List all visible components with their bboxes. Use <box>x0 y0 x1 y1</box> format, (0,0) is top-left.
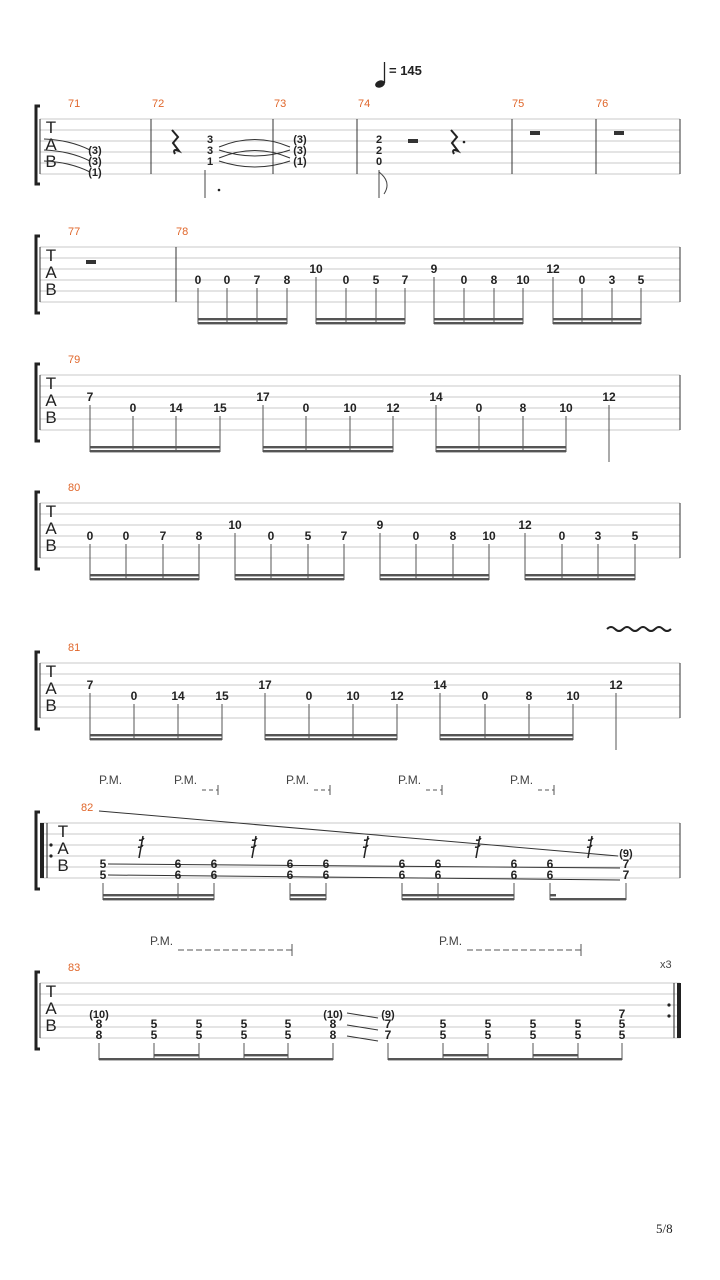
fret-number: (10) <box>323 1009 343 1021</box>
fret-number: 7 <box>618 1007 626 1021</box>
staff-system-7 <box>36 934 681 1060</box>
fret-number: 3 <box>206 145 214 157</box>
measure-number: 83 <box>68 962 81 974</box>
fret-number: 0 <box>267 529 275 543</box>
fret-number: 17 <box>256 390 270 404</box>
fret-number: 2 <box>375 134 383 146</box>
half-rest-icon <box>408 139 418 143</box>
fret-number: 14 <box>433 678 447 692</box>
fret-number: 0 <box>460 273 468 287</box>
palm-mute-label: P.M. <box>150 934 174 948</box>
fret-number: 10 <box>566 689 580 703</box>
measure-number: 76 <box>596 98 609 110</box>
page-number: 5/8 <box>656 1221 673 1236</box>
note-beam <box>90 446 220 448</box>
fret-number: 3 <box>206 134 214 146</box>
fret-number: 3 <box>594 529 602 543</box>
tab-clef-b: B <box>45 408 57 427</box>
fret-number: 8 <box>95 1028 103 1042</box>
fret-number: (1) <box>88 167 102 179</box>
tab-clef-b: B <box>45 696 57 715</box>
tab-clef-a: A <box>57 839 69 858</box>
fret-number: 5 <box>240 1028 248 1042</box>
fret-number: 6 <box>286 857 294 871</box>
fret-number: 6 <box>322 868 330 882</box>
fret-number: 0 <box>481 689 489 703</box>
note-beam <box>90 578 199 580</box>
note-beam <box>440 738 573 740</box>
fret-number: 5 <box>484 1017 492 1031</box>
staff-system-2 <box>36 226 680 324</box>
note-beam <box>103 894 214 896</box>
tab-clef-t: T <box>45 374 57 393</box>
note-beam <box>443 1054 488 1056</box>
measure-number: 82 <box>81 802 94 814</box>
fret-number: 7 <box>622 868 630 882</box>
palm-mute-label: P.M. <box>510 773 534 787</box>
fret-number: 7 <box>86 678 94 692</box>
fret-number: 12 <box>390 689 404 703</box>
measure-number: 80 <box>68 482 81 494</box>
measure-number: 79 <box>68 354 81 366</box>
note-beam <box>263 450 393 452</box>
fret-number: 7 <box>340 529 348 543</box>
tempo-value: = 145 <box>389 63 422 78</box>
fret-number: 5 <box>574 1028 582 1042</box>
fret-number: 6 <box>546 857 554 871</box>
fret-number: 5 <box>631 529 639 543</box>
fret-number: 12 <box>546 262 560 276</box>
tab-clef-t: T <box>45 982 57 1001</box>
tab-clef-a: A <box>45 135 57 154</box>
staff-system-5 <box>36 642 680 750</box>
fret-number: 0 <box>302 401 310 415</box>
note-beam <box>388 1058 622 1060</box>
fret-number: 5 <box>304 529 312 543</box>
note-beam <box>265 738 397 740</box>
fret-number: 3 <box>608 273 616 287</box>
fret-number: 17 <box>258 678 272 692</box>
fret-number: 0 <box>305 689 313 703</box>
note-beam <box>440 734 573 736</box>
fret-number: 5 <box>284 1028 292 1042</box>
fret-number: 6 <box>398 868 406 882</box>
note-beam <box>99 1058 333 1060</box>
fret-number: 7 <box>159 529 167 543</box>
fret-number: 5 <box>99 868 107 882</box>
palm-mute-label: P.M. <box>398 773 422 787</box>
fret-number: 10 <box>346 689 360 703</box>
fret-number: 7 <box>384 1028 392 1042</box>
fret-number: 0 <box>578 273 586 287</box>
fret-number: 0 <box>122 529 130 543</box>
fret-number: 7 <box>253 273 261 287</box>
measure-number: 73 <box>274 98 287 110</box>
fret-number: 0 <box>342 273 350 287</box>
fret-number: 8 <box>449 529 457 543</box>
fret-number: 6 <box>210 857 218 871</box>
palm-mute-label: P.M. <box>99 773 123 787</box>
fret-number: 8 <box>283 273 291 287</box>
fret-number: 7 <box>86 390 94 404</box>
note-beam <box>290 894 326 896</box>
fret-number: 5 <box>284 1017 292 1031</box>
fret-number: 5 <box>574 1017 582 1031</box>
half-rest-icon <box>530 131 540 135</box>
fret-number: (1) <box>293 156 307 168</box>
note-beam <box>154 1054 199 1056</box>
fret-number: 7 <box>622 857 630 871</box>
fret-number: 5 <box>240 1017 248 1031</box>
note-beam <box>525 574 635 576</box>
sixteenth-rest-icon <box>363 836 369 858</box>
fret-number: 5 <box>484 1028 492 1042</box>
fret-number: 10 <box>482 529 496 543</box>
fret-number: 6 <box>546 868 554 882</box>
tab-clef-a: A <box>45 999 57 1018</box>
fret-number: 8 <box>195 529 203 543</box>
fret-number: 6 <box>434 857 442 871</box>
note-beam <box>550 898 626 900</box>
tab-clef-b: B <box>45 536 57 555</box>
tab-clef-b: B <box>45 280 57 299</box>
tab-clef-a: A <box>45 679 57 698</box>
sixteenth-rest-icon <box>587 836 593 858</box>
fret-number: 15 <box>213 401 227 415</box>
quarter-rest-icon <box>172 130 179 154</box>
fret-number: 10 <box>559 401 573 415</box>
note-beam <box>434 322 523 324</box>
palm-mute-label: P.M. <box>174 773 198 787</box>
note-beam <box>263 446 393 448</box>
tab-clef-t: T <box>45 502 57 521</box>
fret-number: 8 <box>95 1017 103 1031</box>
fret-number: 5 <box>618 1028 626 1042</box>
measure-number: 78 <box>176 226 189 238</box>
note-beam <box>198 322 287 324</box>
tab-clef-a: A <box>45 519 57 538</box>
note-beam <box>402 898 514 900</box>
note-beam <box>380 578 489 580</box>
fret-number: 6 <box>210 868 218 882</box>
staff-system-4 <box>36 482 680 580</box>
note-beam <box>103 898 214 900</box>
fret-number: (9) <box>381 1009 395 1021</box>
tab-clef-b: B <box>45 1016 57 1035</box>
fret-number: 2 <box>375 145 383 157</box>
note-beam <box>316 318 405 320</box>
fret-number: 10 <box>343 401 357 415</box>
fret-number: 0 <box>86 529 94 543</box>
measure-number: 74 <box>358 98 371 110</box>
tab-clef-t: T <box>57 822 69 841</box>
fret-number: 12 <box>386 401 400 415</box>
note-beam <box>265 734 397 736</box>
note-beam <box>553 322 641 324</box>
vibrato-icon <box>607 627 671 631</box>
fret-number: 1 <box>206 156 214 168</box>
fret-number: 8 <box>525 689 533 703</box>
tab-clef-b: B <box>57 856 69 875</box>
note-beam <box>235 578 344 580</box>
quarter-rest-icon <box>451 130 458 154</box>
note-beam <box>235 574 344 576</box>
note-beam <box>316 322 405 324</box>
eighth-flag-icon <box>379 172 387 194</box>
fret-number: 12 <box>602 390 616 404</box>
fret-number: 7 <box>384 1017 392 1031</box>
fret-number: 14 <box>169 401 183 415</box>
staff-system-6 <box>36 773 680 900</box>
fret-number: 0 <box>130 689 138 703</box>
fret-number: (3) <box>88 145 102 157</box>
fret-number: 6 <box>434 868 442 882</box>
repeat-end-icon <box>677 983 681 1038</box>
note-beam <box>90 738 222 740</box>
note-beam <box>290 898 326 900</box>
staff-system-1 <box>36 98 680 198</box>
measure-number: 71 <box>68 98 81 110</box>
sixteenth-rest-icon <box>138 836 144 858</box>
fret-number: 0 <box>194 273 202 287</box>
note-beam <box>198 318 287 320</box>
note-beam <box>553 318 641 320</box>
half-rest-icon <box>86 260 96 264</box>
fret-number: 0 <box>558 529 566 543</box>
tempo-marking <box>374 62 422 89</box>
half-rest-icon <box>614 131 624 135</box>
note-beam <box>244 1054 288 1056</box>
system-bracket <box>36 106 40 184</box>
tie-arc <box>219 161 290 167</box>
fret-number: 0 <box>129 401 137 415</box>
staff-system-3 <box>36 354 680 462</box>
measure-number: 72 <box>152 98 165 110</box>
note-beam <box>436 446 566 448</box>
measure-number: 81 <box>68 642 81 654</box>
fret-number: 8 <box>490 273 498 287</box>
note-beam <box>533 1054 578 1056</box>
measure-number: 75 <box>512 98 525 110</box>
fret-number: 12 <box>609 678 623 692</box>
fret-number: 5 <box>439 1028 447 1042</box>
fret-number: (10) <box>89 1009 109 1021</box>
fret-number: 9 <box>376 518 384 532</box>
fret-number: 14 <box>171 689 185 703</box>
fret-number: (3) <box>293 134 307 146</box>
fret-number: 5 <box>529 1028 537 1042</box>
note-beam <box>550 894 556 896</box>
fret-number: 5 <box>195 1028 203 1042</box>
repeat-count: x3 <box>660 959 672 971</box>
fret-number: 8 <box>329 1028 337 1042</box>
fret-number: 8 <box>519 401 527 415</box>
fret-number: 6 <box>286 868 294 882</box>
note-beam <box>436 450 566 452</box>
fret-number: (3) <box>88 156 102 168</box>
fret-number: 0 <box>375 156 383 168</box>
note-beam <box>90 574 199 576</box>
note-beam <box>402 894 514 896</box>
sixteenth-rest-icon <box>475 836 481 858</box>
palm-mute-label: P.M. <box>286 773 310 787</box>
note-beam <box>525 578 635 580</box>
note-beam <box>90 450 220 452</box>
note-beam <box>90 734 222 736</box>
fret-number: 10 <box>516 273 530 287</box>
fret-number: (3) <box>293 145 307 157</box>
fret-number: 5 <box>439 1017 447 1031</box>
fret-number: 0 <box>223 273 231 287</box>
fret-number: 5 <box>150 1017 158 1031</box>
fret-number: 8 <box>329 1017 337 1031</box>
fret-number: 5 <box>529 1017 537 1031</box>
fret-number: 6 <box>174 868 182 882</box>
fret-number: 12 <box>518 518 532 532</box>
tab-clef-a: A <box>45 391 57 410</box>
tab-clef-t: T <box>45 118 57 137</box>
tab-clef-t: T <box>45 246 57 265</box>
fret-number: 14 <box>429 390 443 404</box>
tab-clef-t: T <box>45 662 57 681</box>
fret-number: 5 <box>372 273 380 287</box>
fret-number: 5 <box>618 1017 626 1031</box>
sixteenth-rest-icon <box>251 836 257 858</box>
repeat-start-icon <box>40 823 44 878</box>
fret-number: 6 <box>510 868 518 882</box>
fret-number: 6 <box>398 857 406 871</box>
fret-number: (9) <box>619 848 633 860</box>
note-beam <box>434 318 523 320</box>
fret-number: 6 <box>174 857 182 871</box>
fret-number: 5 <box>637 273 645 287</box>
fret-number: 7 <box>401 273 409 287</box>
fret-number: 5 <box>195 1017 203 1031</box>
fret-number: 0 <box>412 529 420 543</box>
fret-number: 6 <box>510 857 518 871</box>
fret-number: 0 <box>475 401 483 415</box>
fret-number: 5 <box>99 857 107 871</box>
fret-number: 9 <box>430 262 438 276</box>
fret-number: 6 <box>322 857 330 871</box>
tab-clef-b: B <box>45 152 57 171</box>
fret-number: 10 <box>309 262 323 276</box>
fret-number: 5 <box>150 1028 158 1042</box>
fret-number: 10 <box>228 518 242 532</box>
measure-number: 77 <box>68 226 81 238</box>
fret-number: 15 <box>215 689 229 703</box>
note-beam <box>380 574 489 576</box>
palm-mute-label: P.M. <box>439 934 463 948</box>
tab-clef-a: A <box>45 263 57 282</box>
